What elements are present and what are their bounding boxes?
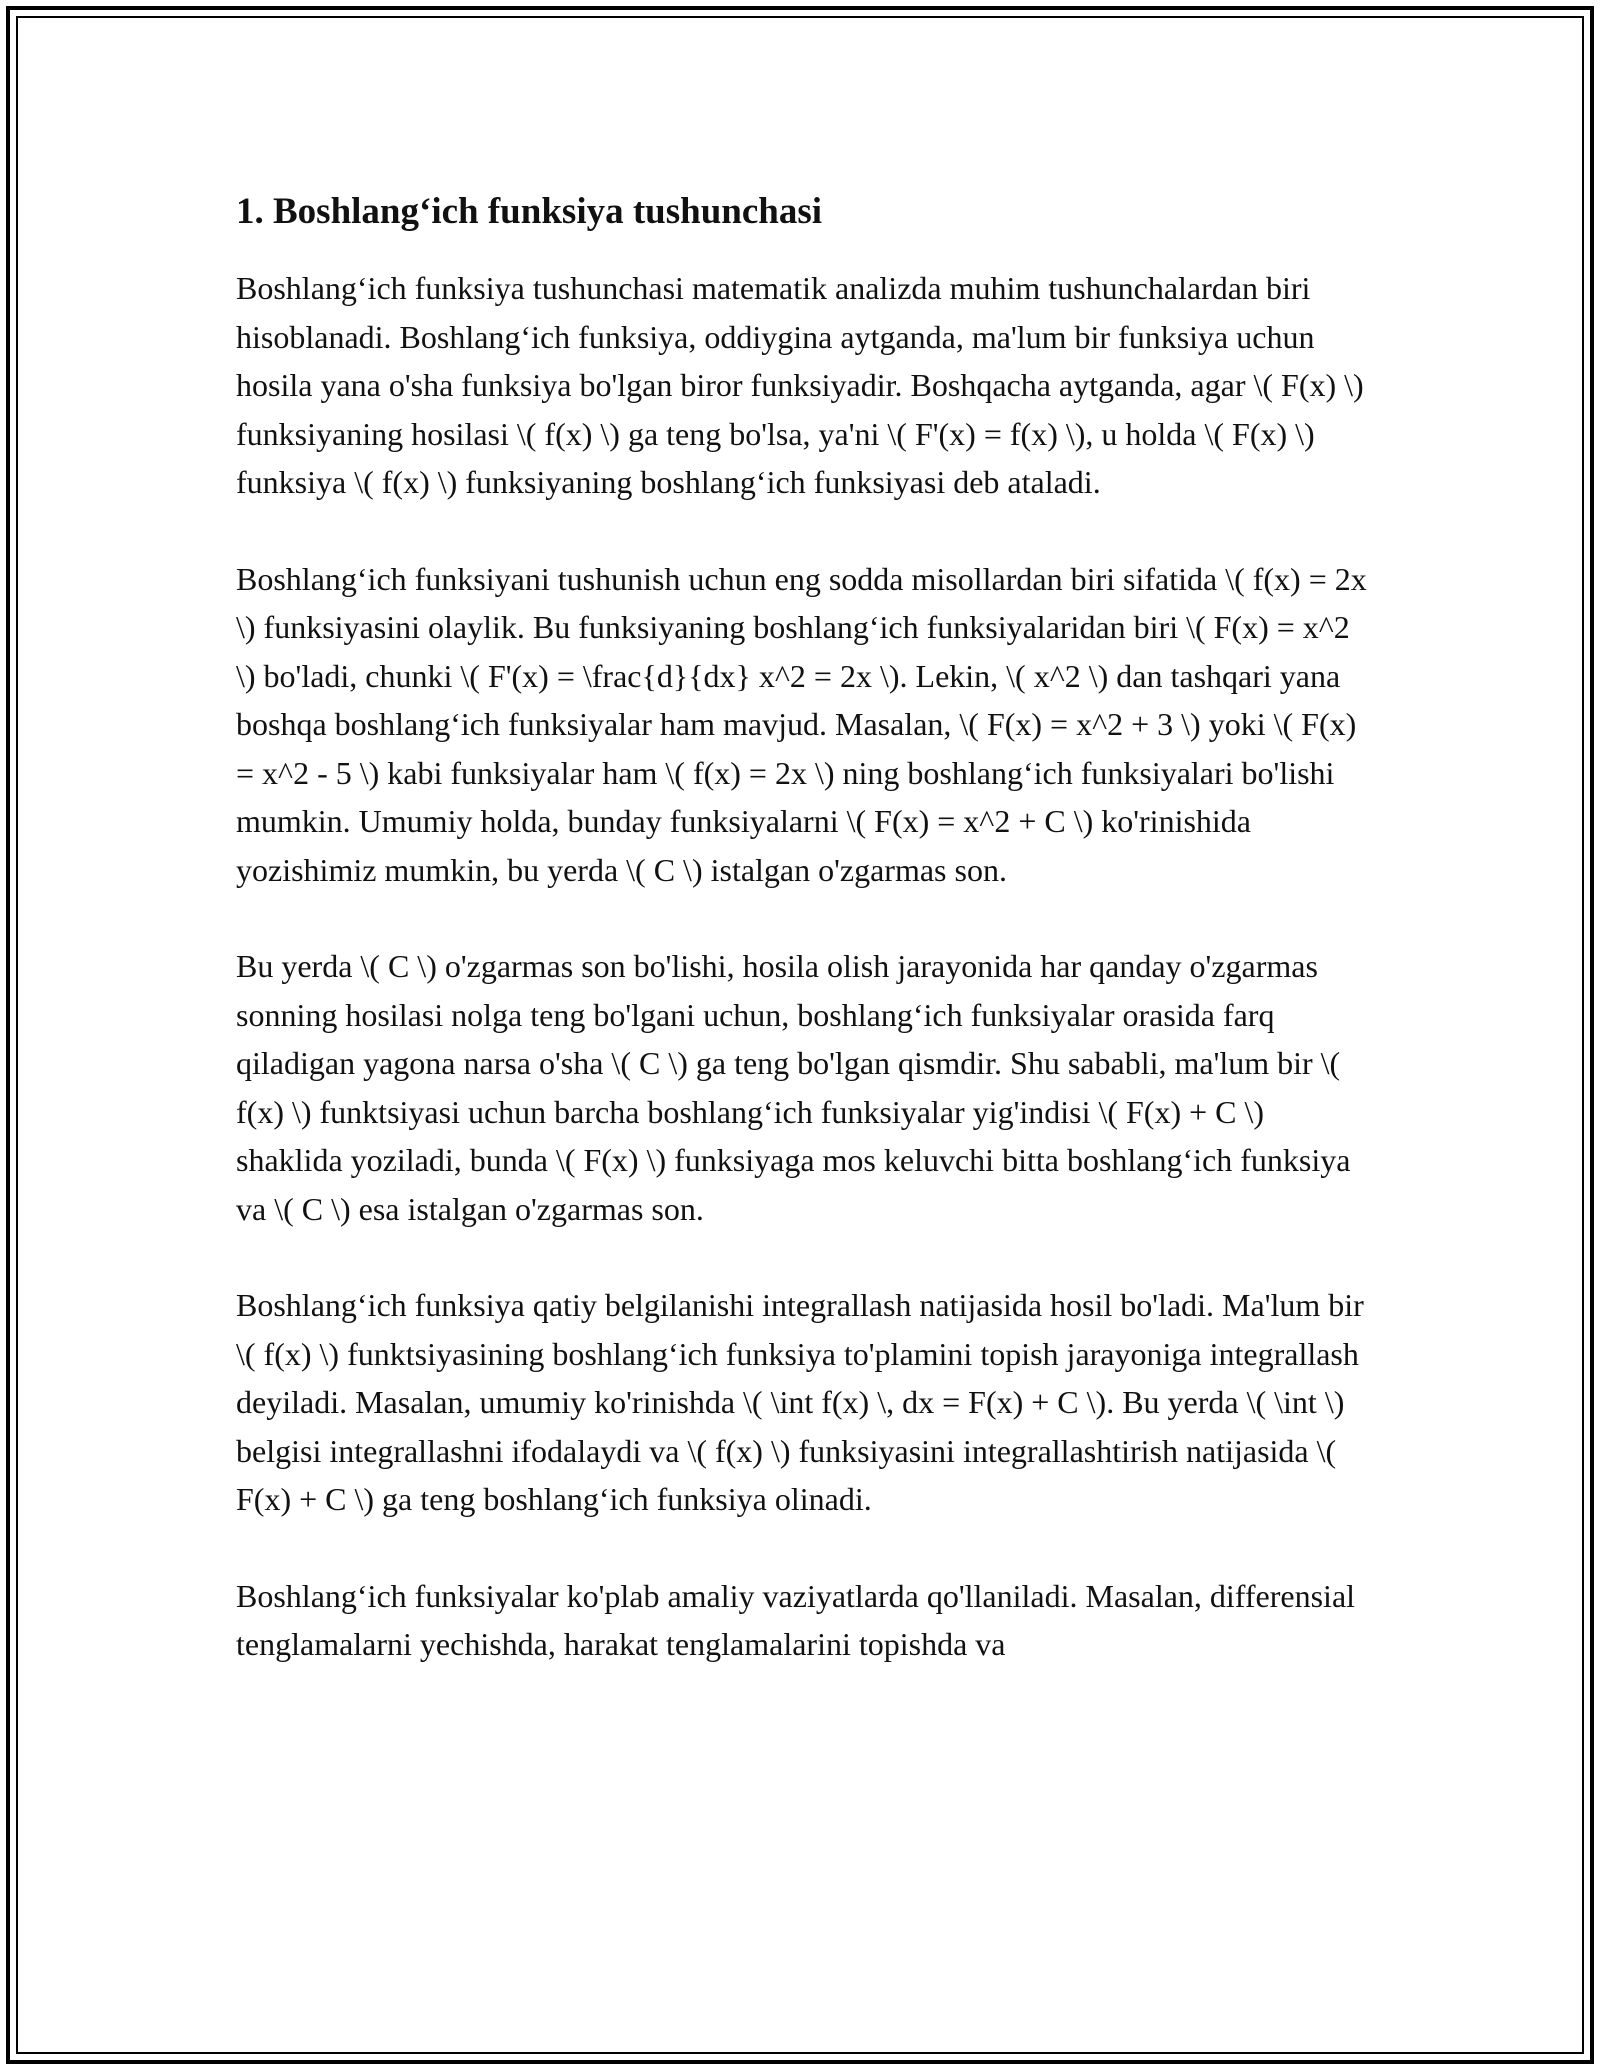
paragraph-4: Boshlang‘ich funksiya qatiy belgilanishi integrallash natijasida hosil bo'ladi. Ma'lum bir \( f(x) \) funktsiyasining boshlang‘ich funksiya to'plamini topish jarayoniga integrallash deyiladi. Masalan, umumiy ko'rinishda \( \int f(x) \, dx = F(x) + C \). Bu yerda \( \int \) belgisi integrallashni ifodalaydi va \( f(x) \) funksiyasini integrallashtirish natijasida \( F(x) + C \) ga teng boshlang‘ich funksiya olinadi.	[236, 1287, 1364, 1517]
paragraph-1: Boshlang‘ich funksiya tushunchasi matematik analizda muhim tushunchalardan biri hisoblanadi. Boshlang‘ich funksiya, oddiygina aytganda, ma'lum bir funksiya uchun hosila yana o'sha funksiya bo'lgan biror funksiyadir. Boshqacha aytganda, agar \( F(x) \) funksiyaning hosilasi \( f(x) \) ga teng bo'lsa, ya'ni \( F'(x) = f(x) \), u holda \( F(x) \) funksiya \( f(x) \) funksiyaning boshlang‘ich funksiyasi deb ataladi.	[236, 270, 1364, 500]
paragraph-5: Boshlang‘ich funksiyalar ko'plab amaliy vaziyatlarda qo'llaniladi. Masalan, differensial tenglamalarni yechishda, harakat tenglamalarini topishda va	[236, 1577, 1356, 1662]
paragraph-3: Bu yerda \( C \) o'zgarmas son bo'lishi, hosila olish jarayonida har qanday o'zgarmas sonning hosilasi nolga teng bo'lgani uchun, boshlang‘ich funksiyalar orasida farq qiladigan yagona narsa o'sha \( C \) ga teng bo'lgan qismdir. Shu sababli, ma'lum bir \( f(x) \) funktsiyasi uchun barcha boshlang‘ich funksiyalar yig'indisi \( F(x) + C \) shaklida yoziladi, bunda \( F(x) \) funksiyaga mos keluvchi bitta boshlang‘ich funksiya va \( C \) esa istalgan o'zgarmas son.	[236, 948, 1351, 1227]
document-content	[236, 186, 1376, 1717]
paragraph-2: Boshlang‘ich funksiyani tushunish uchun eng sodda misollardan biri sifatida \( f(x) = 2x \) funksiyasini olaylik. Bu funksiyaning boshlang‘ich funksiyalaridan biri \( F(x) = x^2 \) bo'ladi, chunki \( F'(x) = \frac{d}{dx} x^2 = 2x \). Lekin, \( x^2 \) dan tashqari yana boshqa boshlang‘ich funksiyalar ham mavjud. Masalan, \( F(x) = x^2 + 3 \) yoki \( F(x) = x^2 - 5 \) kabi funksiyalar ham \( f(x) = 2x \) ning boshlang‘ich funksiyalari bo'lishi mumkin. Umumiy holda, bunday funksiyalarni \( F(x) = x^2 + C \) ko'rinishida yozishimiz mumkin, bu yerda \( C \) istalgan o'zgarmas son.	[236, 560, 1367, 888]
section-heading: 1. Boshlang‘ich funksiya tushunchasi	[236, 191, 823, 232]
